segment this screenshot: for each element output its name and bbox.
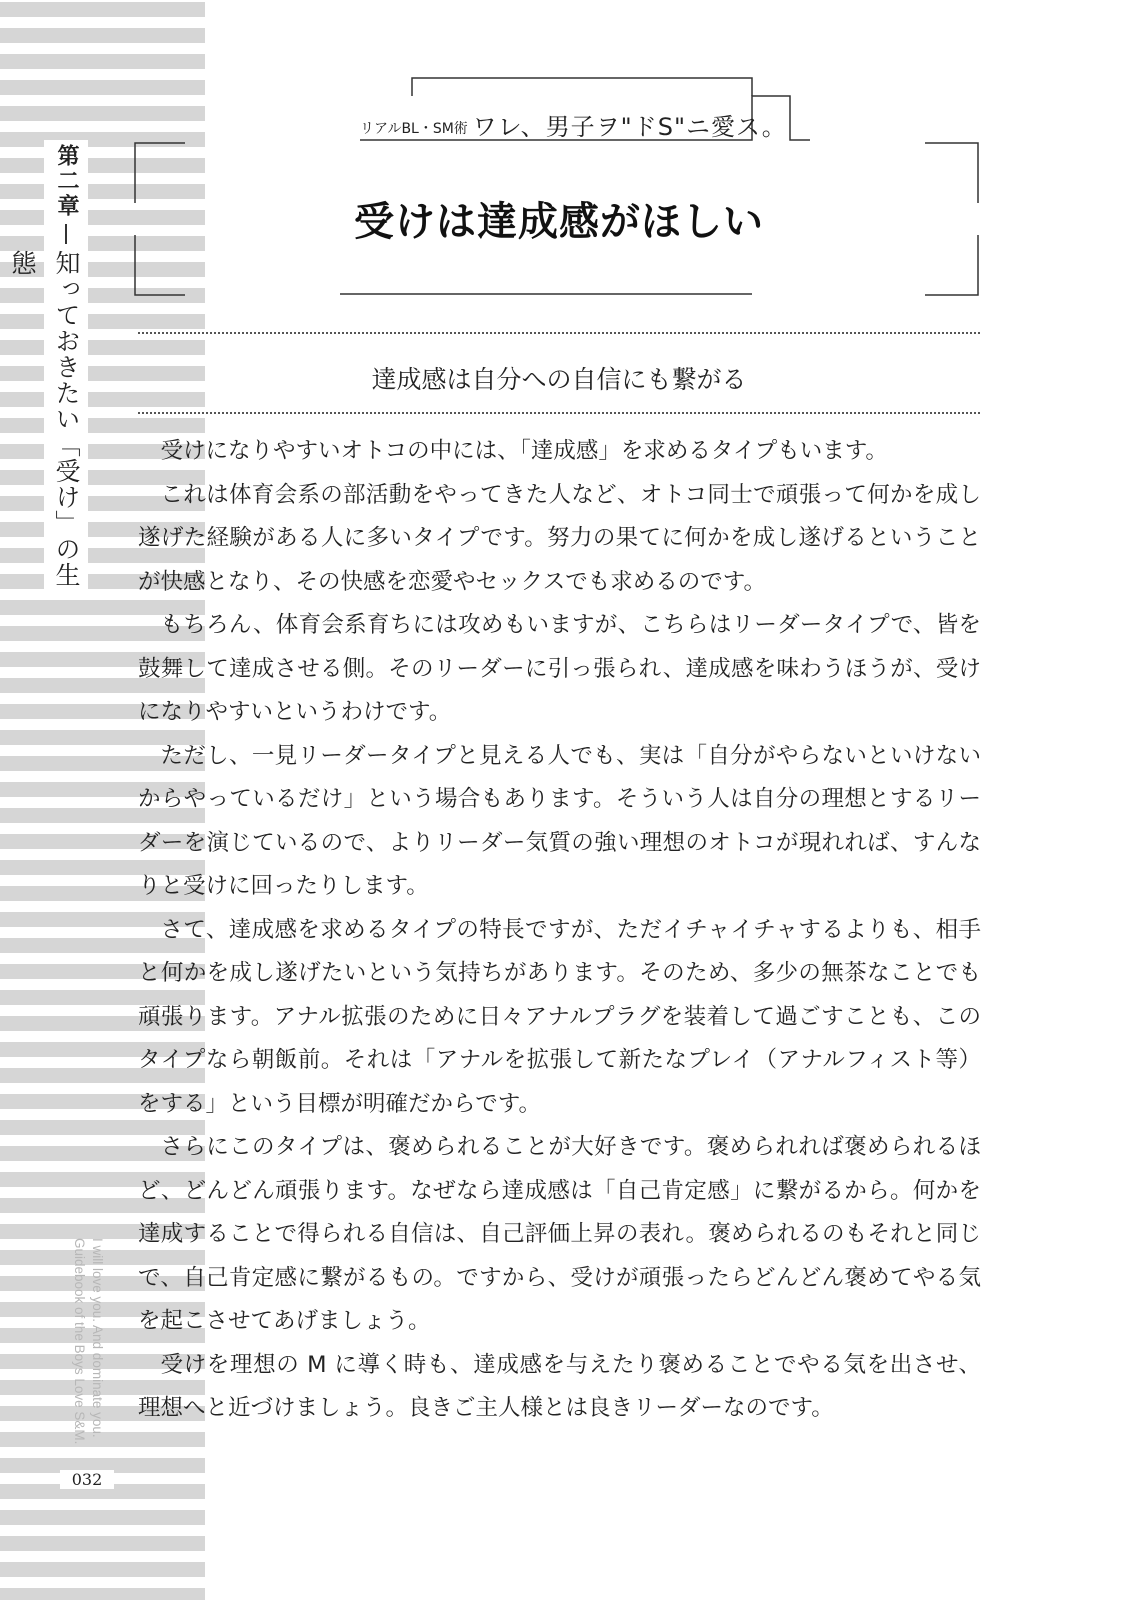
series-main-a: ワレ、 (472, 113, 546, 141)
series-prefix: リアルBL・SM術 (360, 121, 468, 137)
english-tagline-line1: I will love you. And dominate you. (90, 1238, 105, 1438)
paragraph: ただし、一見リーダータイプと見える人でも、実は「自分がやらないといけないからやっているだけ」という場合もあります。そういう人は自分の理想とするリーダーを演じているので、よりリーダー気質の強い理想のオトコが現れれば、すんなりと受けに回ったりします。 (138, 742, 981, 899)
paragraph: さらにこのタイプは、褒められることが大好きです。褒められれば褒められるほど、どんどん頑張ります。なぜなら達成感は「自己肯定感」に繋がるから。何かを達成することで得られる自信は、自己評価上昇の表れ。褒められるのもそれと同じで、自己肯定感に繋がるもの。ですから、受けが頑張ったらどんどん褒めてやる気を起こさせてあげましょう。 (138, 1134, 981, 1334)
series-main-c: ヲ"ドS"ニ愛ス。 (595, 113, 787, 141)
english-tagline (66, 1238, 106, 1478)
series-title (360, 107, 787, 141)
dotted-divider-bottom (138, 412, 980, 414)
series-main-b: 男子 (545, 113, 596, 141)
english-tagline-line2: Guidebook of the Boys Love S&M. (72, 1238, 87, 1445)
paragraph: これは体育会系の部活動をやってきた人など、オトコ同士で頑張って何かを成し遂げた経験がある人に多いタイプです。努力の果てに何かを成し遂げるということが快感となり、その快感を恋愛やセックスでも求めるのです。 (138, 481, 981, 595)
page-subtitle: 達成感は自分への自信にも繋がる (371, 365, 747, 394)
paragraph: 受けを理想の M に導く時も、達成感を与えたり褒めることでやる気を出させ、理想へと近づけましょう。良きご主人様とは良きリーダーなのです。 (138, 1351, 981, 1421)
paragraph: さて、達成感を求めるタイプの特長ですが、ただイチャイチャするよりも、相手と何かを成し遂げたいという気持ちがあります。そのため、多少の無茶なことでも頑張ります。アナル拡張のために日々アナルプラグを装着して過ごすことも、このタイプなら朝飯前。それは「アナルを拡張して新たなプレイ（アナルフィスト等）をする」という目標が明確だからです。 (138, 916, 981, 1117)
chapter-title: 知っておきたい「受け」の生態 (8, 250, 81, 588)
paragraph: もちろん、体育会系育ちには攻めもいますが、こちらはリーダータイプで、皆を鼓舞して達成させる側。そのリーダーに引っ張られ、達成感を味わうほうが、受けになりやすいというわけです。 (138, 612, 981, 725)
page-number: 032 (60, 1470, 114, 1489)
article-body (138, 430, 981, 1431)
header-ornament (0, 0, 1128, 320)
paragraph: 受けになりやすいオトコの中には、「達成感」を求めるタイプもいます。 (160, 438, 888, 464)
chapter-number: 第二章 (54, 144, 79, 219)
page-title: 受けは達成感がほしい (354, 199, 764, 245)
dotted-divider-top (138, 332, 980, 334)
